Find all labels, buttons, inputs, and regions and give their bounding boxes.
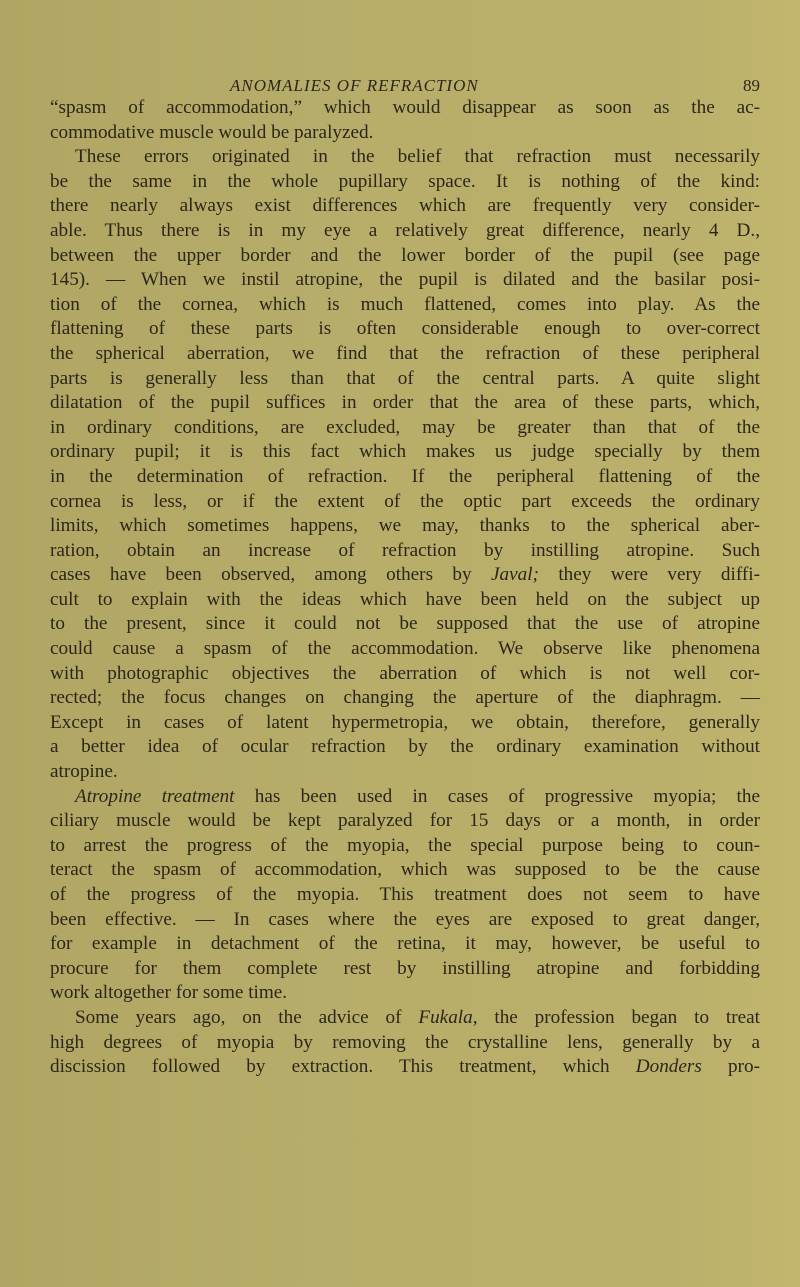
text-line: cult to explain with the ideas which have been held on the subject up: [50, 588, 760, 610]
text-line: These errors originated in the belief that refraction must necessarily: [75, 146, 760, 168]
italic-name: Atropine treatment: [75, 785, 235, 807]
text-line: cornea is less, or if the extent of the optic part exceeds the ordinary: [50, 490, 760, 512]
text-line: Except in cases of latent hypermetropia, we obtain, therefore, generally: [50, 711, 760, 733]
text-line: with photographic objectives the aberration of which is not well cor-: [50, 662, 760, 684]
text-line: [50, 1055, 760, 1080]
text-segment: has been used in cases of progressive myopia; the: [234, 785, 761, 807]
text-segment: discission followed by extraction. This treatment, which: [50, 1056, 636, 1078]
text-line: work altogether for some time.: [50, 982, 288, 1004]
text-segment: cases have been observed, among others by: [50, 564, 491, 586]
text-line: atropine.: [50, 761, 118, 783]
text-line: of the progress of the myopia. This treatment does not seem to have: [50, 884, 760, 905]
text-line: a better idea of ocular refraction by the ordinary examination without: [50, 736, 760, 758]
text-line: ration, obtain an increase of refraction by instilling atropine. Such: [50, 539, 760, 561]
text-line: in ordinary conditions, are excluded, may be greater than that of the: [50, 416, 760, 438]
text-segment: they were very diffi-: [538, 564, 760, 586]
text-line: been effective. — In cases where the eyes are exposed to great danger,: [50, 908, 760, 930]
text-line: ordinary pupil; it is this fact which makes us judge specially by them: [50, 441, 760, 463]
text-line: for example in detachment of the retina, it may, however, be useful to: [50, 933, 760, 955]
text-segment: pro-: [701, 1056, 761, 1078]
text-line: procure for them complete rest by instilling atropine and forbidding: [50, 957, 760, 979]
text-line: to the present, since it could not be supposed that the use of atropine: [50, 613, 760, 635]
text-line: dilatation of the pupil suffices in order that the area of these parts, which,: [50, 392, 760, 414]
text-line: 145). — When we instil atropine, the pupil is dilated and the basilar posi-: [50, 269, 760, 291]
italic-name: Javal;: [491, 564, 539, 586]
text-line: [50, 1006, 760, 1031]
text-line: be the same in the whole pupillary space. It is nothing of the kind:: [50, 170, 760, 192]
text-line: ciliary muscle would be kept paralyzed for 15 days or a month, in order: [50, 810, 760, 832]
text-line: limits, which sometimes happens, we may, thanks to the spherical aber-: [50, 515, 760, 537]
text-line: rected; the focus changes on changing the aperture of the diaphragm. —: [50, 687, 760, 709]
text-line: tion of the cornea, which is much flattened, comes into play. As the: [50, 293, 760, 315]
page-number: 89: [743, 76, 760, 95]
text-line: [50, 785, 760, 810]
text-line: could cause a spasm of the accommodation. We observe like phenomena: [50, 638, 760, 660]
text-line: commodative muscle would be paralyzed.: [50, 121, 374, 143]
body-text: [50, 96, 760, 1080]
text-line: “spasm of accommodation,” which would disappear as soon as the ac-: [50, 97, 760, 118]
text-line: the spherical aberration, we find that the refraction of these peripheral: [50, 342, 760, 364]
text-line: between the upper border and the lower border of the pupil (see page: [50, 244, 760, 266]
italic-name: Donders: [635, 1056, 702, 1078]
text-line: flattening of these parts is often considerable enough to over-correct: [50, 318, 760, 340]
text-line: teract the spasm of accommodation, which was supposed to be the cause: [50, 859, 760, 881]
text-line: to arrest the progress of the myopia, the special purpose being to coun-: [50, 834, 760, 856]
text-line: in the determination of refraction. If the peripheral flattening of the: [50, 465, 760, 487]
text-segment: the profession began to treat: [477, 1006, 760, 1028]
italic-name: Fukala,: [418, 1006, 478, 1028]
text-segment: Some years ago, on the advice of: [75, 1006, 419, 1028]
text-line: parts is generally less than that of the central parts. A quite slight: [50, 367, 760, 389]
text-line: [50, 563, 760, 588]
running-title: ANOMALIES OF REFRACTION: [230, 76, 479, 95]
text-line: able. Thus there is in my eye a relatively great difference, nearly 4 D.,: [50, 219, 760, 241]
text-line: high degrees of myopia by removing the crystalline lens, generally by a: [50, 1031, 760, 1053]
text-line: there nearly always exist differences which are frequently very consider-: [50, 195, 760, 217]
